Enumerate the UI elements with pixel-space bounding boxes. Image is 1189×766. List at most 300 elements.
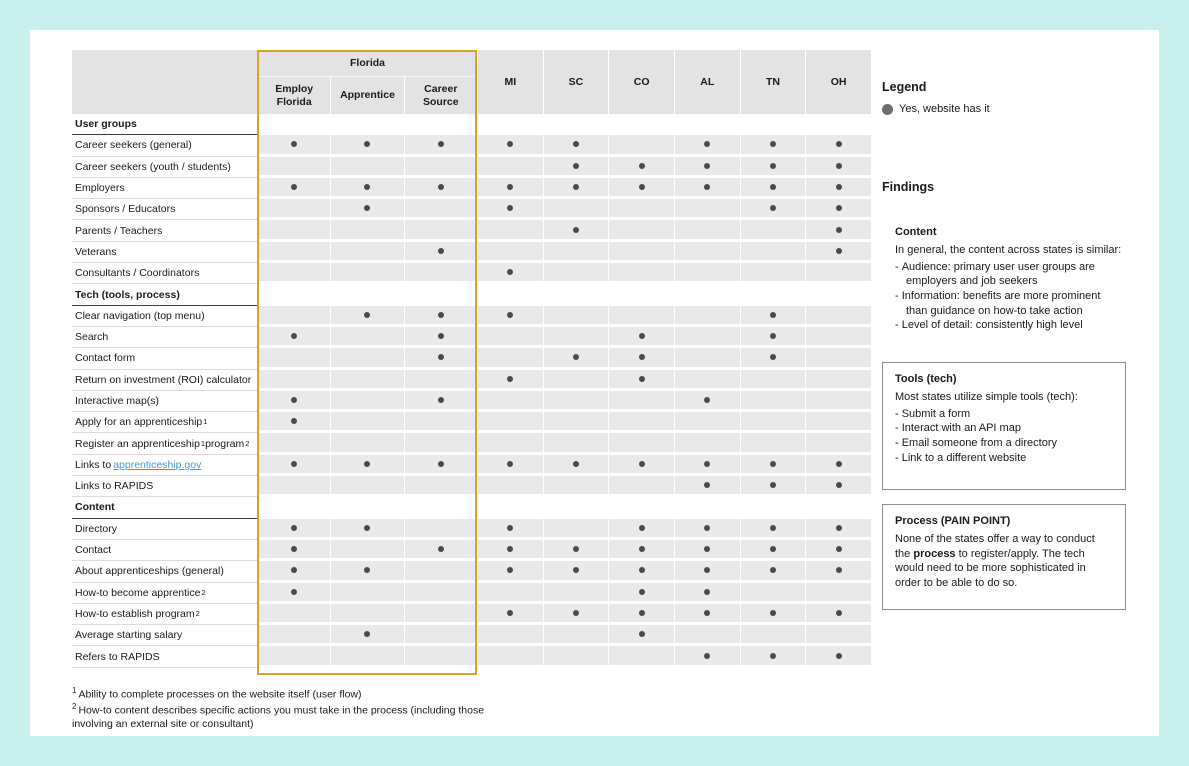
feature-row-label: Contact form [72, 348, 257, 369]
matrix-cell [257, 242, 330, 263]
matrix-cell [674, 540, 740, 561]
yes-dot-icon [438, 333, 444, 339]
matrix-cell [404, 199, 477, 220]
matrix-cell [608, 519, 674, 540]
yes-dot-icon [639, 546, 645, 552]
matrix-cell [674, 114, 740, 135]
yes-dot-icon [291, 418, 297, 424]
matrix-cell [330, 412, 403, 433]
matrix-cell [608, 242, 674, 263]
matrix-cell [330, 391, 403, 412]
matrix-cell [805, 220, 871, 241]
matrix-cell [543, 625, 609, 646]
bullet-item: - Audience: primary user user groups are employers and job seekers [895, 260, 1095, 288]
matrix-cell [674, 135, 740, 156]
matrix-cell [330, 561, 403, 582]
matrix-cell [477, 178, 543, 199]
matrix-cell [608, 497, 674, 518]
matrix-cell [404, 306, 477, 327]
matrix-cell [404, 263, 477, 284]
yes-dot-icon [507, 269, 513, 275]
yes-dot-icon [507, 546, 513, 552]
matrix-cell [674, 391, 740, 412]
yes-dot-icon [291, 184, 297, 190]
yes-dot-icon [573, 354, 579, 360]
matrix-cell [740, 412, 806, 433]
matrix-cell [257, 476, 330, 497]
yes-dot-icon [770, 184, 776, 190]
yes-dot-icon [639, 461, 645, 467]
yes-dot-icon [507, 567, 513, 573]
yes-dot-icon [639, 610, 645, 616]
matrix-cell [330, 625, 403, 646]
yes-dot-icon [704, 482, 710, 488]
yes-dot-icon [573, 227, 579, 233]
yes-dot-icon [639, 354, 645, 360]
yes-dot-icon [836, 248, 842, 254]
yes-dot-icon [573, 163, 579, 169]
matrix-cell [477, 497, 543, 518]
matrix-cell [543, 114, 609, 135]
footnote-1-text: Ability to complete processes on the website itself (user flow) [78, 688, 362, 701]
feature-row-label: Veterans [72, 242, 257, 263]
yes-dot-icon [573, 461, 579, 467]
matrix-cell [477, 242, 543, 263]
matrix-cell [404, 178, 477, 199]
matrix-cell [740, 497, 806, 518]
yes-dot-icon [364, 312, 370, 318]
matrix-cell [404, 497, 477, 518]
feature-row-label: Return on investment (ROI) calculator [72, 370, 257, 391]
matrix-cell [805, 348, 871, 369]
yes-dot-icon [639, 589, 645, 595]
matrix-cell [805, 583, 871, 604]
table-corner-cell [72, 50, 257, 114]
yes-dot-icon [438, 312, 444, 318]
feature-row-label: Directory [72, 519, 257, 540]
matrix-cell [404, 476, 477, 497]
matrix-cell [330, 583, 403, 604]
matrix-cell [608, 370, 674, 391]
yes-dot-icon [770, 610, 776, 616]
matrix-cell [404, 604, 477, 625]
matrix-cell [404, 370, 477, 391]
matrix-cell [805, 412, 871, 433]
matrix-cell [543, 157, 609, 178]
footnote-2-text: How-to content describes specific actions you must take in the process (including those involving an external site or consultant) [72, 704, 485, 731]
matrix-table-wrap [72, 50, 871, 668]
yes-dot-icon [507, 312, 513, 318]
matrix-cell [543, 178, 609, 199]
yes-dot-icon [770, 461, 776, 467]
matrix-cell [330, 242, 403, 263]
yes-dot-icon [704, 546, 710, 552]
matrix-cell [674, 412, 740, 433]
yes-dot-icon [573, 610, 579, 616]
matrix-cell [477, 625, 543, 646]
matrix-cell [543, 497, 609, 518]
yes-dot-icon [770, 653, 776, 659]
matrix-cell [404, 242, 477, 263]
matrix-cell [740, 519, 806, 540]
tools-box-bullets [895, 407, 1113, 466]
yes-dot-icon [364, 631, 370, 637]
matrix-cell [477, 157, 543, 178]
yes-dot-icon [639, 184, 645, 190]
matrix-cell [330, 284, 403, 305]
matrix-cell [257, 646, 330, 667]
matrix-cell [477, 306, 543, 327]
matrix-cell [477, 284, 543, 305]
matrix-cell [740, 455, 806, 476]
yes-dot-icon [770, 567, 776, 573]
feature-row-label: How-to establish program 2 [72, 604, 257, 625]
yes-dot-icon [770, 141, 776, 147]
matrix-cell [805, 391, 871, 412]
matrix-cell [543, 284, 609, 305]
matrix-cell [674, 199, 740, 220]
feature-row-label: Average starting salary [72, 625, 257, 646]
matrix-cell [543, 476, 609, 497]
matrix-cell [404, 583, 477, 604]
process-text-part-3: to register/apply. The tech would need to be more sophisticated in order to be able to do so. [895, 547, 1086, 589]
matrix-cell [477, 433, 543, 454]
feature-row-label: Refers to RAPIDS [72, 646, 257, 667]
bullet-item: - Email someone from a directory [895, 436, 1057, 449]
process-text-part-1: None of the states offer a way to conduct the [895, 533, 1095, 560]
yes-dot-icon [573, 546, 579, 552]
yes-dot-icon [770, 354, 776, 360]
matrix-cell [404, 391, 477, 412]
yes-dot-icon [770, 205, 776, 211]
matrix-cell [674, 157, 740, 178]
matrix-cell [740, 476, 806, 497]
matrix-cell [740, 327, 806, 348]
matrix-cell [257, 220, 330, 241]
matrix-cell [674, 327, 740, 348]
matrix-cell [330, 220, 403, 241]
matrix-cell [608, 604, 674, 625]
matrix-cell [404, 114, 477, 135]
matrix-cell [330, 455, 403, 476]
matrix-cell [404, 348, 477, 369]
matrix-cell [740, 199, 806, 220]
yes-dot-icon [573, 184, 579, 190]
yes-dot-icon [704, 653, 710, 659]
matrix-cell [740, 583, 806, 604]
feature-row-label: Parents / Teachers [72, 220, 257, 241]
matrix-cell [740, 391, 806, 412]
yes-dot-icon [770, 546, 776, 552]
yes-dot-icon [438, 184, 444, 190]
matrix-cell [674, 284, 740, 305]
filled-dot-icon [882, 104, 893, 115]
feature-row-label: Links to RAPIDS [72, 476, 257, 497]
matrix-cell [543, 242, 609, 263]
comparison-matrix-card [30, 30, 1159, 736]
yes-dot-icon [704, 610, 710, 616]
matrix-cell [608, 625, 674, 646]
matrix-cell [257, 455, 330, 476]
matrix-cell [477, 540, 543, 561]
yes-dot-icon [364, 205, 370, 211]
matrix-cell [805, 519, 871, 540]
matrix-cell [543, 604, 609, 625]
matrix-cell [330, 540, 403, 561]
matrix-cell [543, 583, 609, 604]
matrix-cell [674, 263, 740, 284]
matrix-cell [404, 455, 477, 476]
matrix-cell [805, 604, 871, 625]
legend-item [882, 103, 990, 115]
feature-row-label: How-to become apprentice 2 [72, 583, 257, 604]
matrix-cell [404, 284, 477, 305]
matrix-cell [608, 327, 674, 348]
yes-dot-icon [507, 141, 513, 147]
matrix-cell [543, 199, 609, 220]
yes-dot-icon [364, 141, 370, 147]
matrix-cell [674, 476, 740, 497]
column-header-sc: SC [543, 50, 609, 114]
matrix-cell [477, 135, 543, 156]
matrix-cell [257, 199, 330, 220]
matrix-cell [543, 646, 609, 667]
matrix-cell [543, 455, 609, 476]
matrix-cell [330, 497, 403, 518]
yes-dot-icon [364, 461, 370, 467]
matrix-cell [543, 561, 609, 582]
matrix-cell [608, 561, 674, 582]
yes-dot-icon [507, 205, 513, 211]
matrix-cell [674, 433, 740, 454]
matrix-cell [608, 391, 674, 412]
matrix-cell [543, 327, 609, 348]
matrix-cell [740, 604, 806, 625]
matrix-cell [330, 306, 403, 327]
matrix-cell [608, 157, 674, 178]
feature-row-label: Links to apprenticeship.gov [72, 455, 257, 476]
matrix-cell [257, 306, 330, 327]
matrix-cell [608, 646, 674, 667]
yes-dot-icon [438, 354, 444, 360]
matrix-cell [330, 519, 403, 540]
matrix-cell [330, 604, 403, 625]
matrix-cell [257, 135, 330, 156]
matrix-cell [805, 497, 871, 518]
feature-row-label: Sponsors / Educators [72, 199, 257, 220]
yes-dot-icon [507, 525, 513, 531]
matrix-cell [477, 348, 543, 369]
matrix-cell [477, 476, 543, 497]
feature-row-label: Career seekers (general) [72, 135, 257, 156]
yes-dot-icon [438, 248, 444, 254]
matrix-cell [608, 412, 674, 433]
process-text-part-2: process [913, 547, 956, 560]
matrix-cell [477, 391, 543, 412]
yes-dot-icon [836, 525, 842, 531]
yes-dot-icon [291, 397, 297, 403]
matrix-cell [805, 561, 871, 582]
matrix-cell [543, 306, 609, 327]
yes-dot-icon [364, 567, 370, 573]
yes-dot-icon [291, 589, 297, 595]
yes-dot-icon [291, 525, 297, 531]
feature-row-label: Contact [72, 540, 257, 561]
yes-dot-icon [836, 205, 842, 211]
matrix-cell [257, 178, 330, 199]
matrix-cell [404, 519, 477, 540]
matrix-cell [674, 519, 740, 540]
matrix-cell [805, 178, 871, 199]
matrix-cell [477, 604, 543, 625]
florida-group-header: Florida [257, 50, 477, 77]
yes-dot-icon [836, 546, 842, 552]
column-header-employ-florida: Employ Florida [257, 77, 330, 114]
matrix-cell [740, 220, 806, 241]
matrix-cell [608, 433, 674, 454]
matrix-cell [805, 157, 871, 178]
bullet-item: - Information: benefits are more prominent than guidance on how-to take action [895, 289, 1101, 317]
yes-dot-icon [836, 461, 842, 467]
matrix-cell [477, 583, 543, 604]
matrix-cell [330, 476, 403, 497]
yes-dot-icon [770, 163, 776, 169]
matrix-cell [805, 327, 871, 348]
matrix-cell [608, 178, 674, 199]
matrix-cell [674, 497, 740, 518]
matrix-cell [674, 583, 740, 604]
matrix-cell [257, 370, 330, 391]
section-row-label: Tech (tools, process) [72, 284, 257, 305]
yes-dot-icon [291, 567, 297, 573]
matrix-cell [543, 135, 609, 156]
matrix-cell [805, 284, 871, 305]
matrix-cell [740, 263, 806, 284]
matrix-cell [404, 327, 477, 348]
yes-dot-icon [639, 333, 645, 339]
matrix-cell [257, 284, 330, 305]
matrix-cell [805, 263, 871, 284]
matrix-cell [740, 625, 806, 646]
matrix-cell [477, 455, 543, 476]
matrix-cell [404, 540, 477, 561]
matrix-cell [608, 476, 674, 497]
yes-dot-icon [507, 610, 513, 616]
yes-dot-icon [438, 461, 444, 467]
yes-dot-icon [704, 184, 710, 190]
matrix-cell [257, 583, 330, 604]
findings-title: Findings [882, 180, 935, 194]
yes-dot-icon [836, 184, 842, 190]
matrix-cell [608, 540, 674, 561]
matrix-cell [330, 348, 403, 369]
footnote-2-marker: 2 [72, 701, 77, 711]
column-header-oh: OH [805, 50, 871, 114]
matrix-cell [543, 348, 609, 369]
matrix-cell [477, 220, 543, 241]
process-box [882, 504, 1126, 610]
matrix-cell [257, 412, 330, 433]
yes-dot-icon [704, 589, 710, 595]
yes-dot-icon [639, 567, 645, 573]
matrix-cell [330, 178, 403, 199]
matrix-cell [608, 583, 674, 604]
yes-dot-icon [291, 461, 297, 467]
matrix-cell [404, 412, 477, 433]
yes-dot-icon [836, 227, 842, 233]
process-box-title: Process (PAIN POINT) [895, 515, 1011, 527]
matrix-cell [543, 540, 609, 561]
matrix-cell [404, 433, 477, 454]
yes-dot-icon [639, 163, 645, 169]
matrix-cell [740, 135, 806, 156]
matrix-cell [805, 540, 871, 561]
matrix-cell [543, 370, 609, 391]
section-row-label: Content [72, 497, 257, 518]
matrix-cell [404, 625, 477, 646]
matrix-cell [257, 625, 330, 646]
matrix-cell [404, 646, 477, 667]
matrix-cell [805, 306, 871, 327]
matrix-cell [257, 114, 330, 135]
column-header-co: CO [608, 50, 674, 114]
yes-dot-icon [704, 567, 710, 573]
matrix-cell [257, 263, 330, 284]
matrix-cell [257, 540, 330, 561]
yes-dot-icon [770, 312, 776, 318]
yes-dot-icon [836, 567, 842, 573]
yes-dot-icon [704, 525, 710, 531]
matrix-cell [330, 370, 403, 391]
column-header-career-source: Career Source [404, 77, 477, 114]
feature-row-label: Employers [72, 178, 257, 199]
feature-row-label: Interactive map(s) [72, 391, 257, 412]
matrix-cell [674, 348, 740, 369]
matrix-cell [404, 220, 477, 241]
matrix-cell [740, 646, 806, 667]
matrix-cell [674, 625, 740, 646]
bullet-item: - Level of detail: consistently high level [895, 319, 1083, 332]
matrix-cell [740, 561, 806, 582]
tools-box [882, 362, 1126, 490]
section-row-label: User groups [72, 114, 257, 135]
matrix-cell [257, 157, 330, 178]
matrix-cell [477, 263, 543, 284]
yes-dot-icon [573, 567, 579, 573]
matrix-cell [608, 263, 674, 284]
matrix-cell [740, 348, 806, 369]
legend [882, 80, 990, 115]
matrix-cell [805, 135, 871, 156]
matrix-cell [404, 135, 477, 156]
matrix-cell [805, 646, 871, 667]
yes-dot-icon [704, 397, 710, 403]
content-section-intro: In general, the content across states is similar: [895, 244, 1122, 256]
footnotes [72, 686, 517, 732]
yes-dot-icon [836, 653, 842, 659]
findings-content-section [895, 226, 1123, 333]
matrix-cell [740, 114, 806, 135]
apprenticeship-gov-link[interactable]: apprenticeship.gov [113, 458, 202, 471]
matrix-cell [404, 157, 477, 178]
feature-row-label: Career seekers (youth / students) [72, 157, 257, 178]
matrix-cell [740, 157, 806, 178]
feature-row-label: About apprenticeships (general) [72, 561, 257, 582]
content-section-title: Content [895, 226, 937, 238]
yes-dot-icon [704, 461, 710, 467]
yes-dot-icon [770, 333, 776, 339]
matrix-cell [740, 370, 806, 391]
